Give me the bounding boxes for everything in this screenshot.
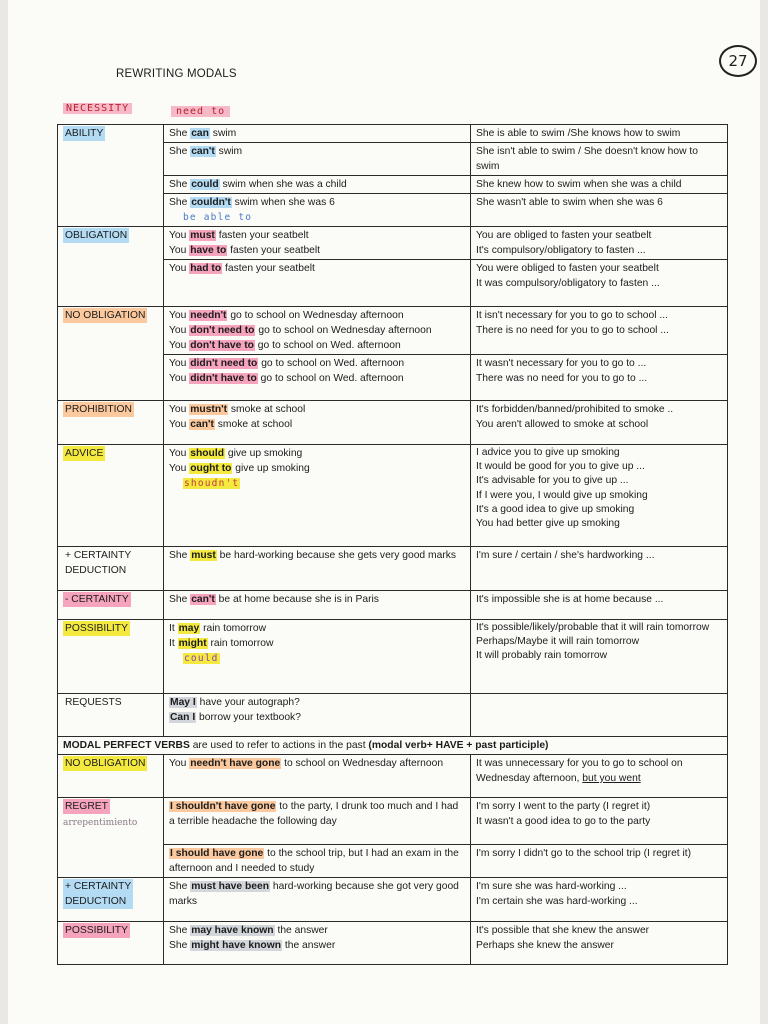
rewrite-cell: It's impossible she is at home because ...: [471, 591, 728, 620]
example-cell: [164, 401, 471, 445]
example-text: You should give up smoking You ought to give up smoking: [169, 448, 310, 474]
example-text: She may have known the answer She might have known the answer: [169, 925, 336, 951]
example-cell: [164, 143, 471, 176]
label-advice: ADVICE: [65, 448, 104, 459]
label-cell: [58, 445, 164, 547]
handwritten-need-to-note: need to: [171, 106, 230, 117]
label-cell: [58, 798, 164, 878]
example-text: She must be hard-working because she gets very good marks: [169, 550, 457, 561]
page-title: REWRITING MODALS: [116, 68, 237, 80]
rewrite-cell: It wasn't necessary for you to go to ... There was no need for you to go to ...: [471, 355, 728, 401]
rewrite-cell: I'm sorry I didn't go to the school trip (I regret it): [471, 845, 728, 878]
example-text: I shouldn't have gone to the party, I drunk too much and I had a terrible headache the following day: [169, 801, 459, 827]
modal-perfect-banner: [58, 737, 728, 755]
example-text: I should have gone to the school trip, but I had an exam in the afternoon and I needed to study: [169, 848, 459, 874]
example-text: She must have been hard-working because she got very good marks: [169, 881, 459, 907]
example-cell: [164, 355, 471, 401]
worksheet-page: [8, 0, 760, 1024]
rewrite-cell: I advice you to give up smoking It would be good for you to give up ... It's advisable for you to give up ... If I were you, I would give up smoking It's a good idea to give up smoking You had better give up smoking: [471, 445, 728, 547]
table-row: [58, 694, 728, 737]
example-cell: [164, 755, 471, 798]
label-possibility: POSSIBILITY: [65, 623, 128, 634]
example-text: She could swim when she was a child: [169, 179, 347, 190]
banner-text: are used to refer to actions in the past: [189, 740, 369, 751]
example-cell: [164, 125, 471, 143]
table-row: [58, 798, 728, 845]
rewrite-cell: It isn't necessary for you to go to school ... There is no need for you to go to school ...: [471, 307, 728, 355]
example-cell: [164, 878, 471, 922]
table-row: [58, 591, 728, 620]
table-row: [58, 547, 728, 591]
rewrite-text: It was unnecessary for you to go to school on Wednesday afternoon, but you went: [476, 758, 683, 784]
example-cell: [164, 798, 471, 845]
example-cell: [164, 307, 471, 355]
rewrite-cell: She isn't able to swim / She doesn't know how to swim: [471, 143, 728, 176]
label-cell: [58, 591, 164, 620]
example-cell: [164, 227, 471, 260]
rewrite-cell: She knew how to swim when she was a child: [471, 176, 728, 194]
table-row: [58, 878, 728, 922]
label-cell: [58, 547, 164, 591]
label-cell: [58, 922, 164, 965]
rewrite-cell: [471, 755, 728, 798]
label-perfect-plus-certainty: + CERTAINTY DEDUCTION: [65, 881, 132, 907]
banner-formula: (modal verb+ HAVE + past participle): [368, 740, 549, 751]
label-regret: REGRET: [65, 801, 108, 812]
example-text: You had to fasten your seatbelt: [169, 263, 315, 274]
label-perfect-no-obligation: NO OBLIGATION: [65, 758, 146, 769]
rewrite-cell: I'm sorry I went to the party (I regret it) It wasn't a good idea to go to the party: [471, 798, 728, 845]
handwritten-be-able-to: be able to: [183, 212, 253, 223]
example-text: You mustn't smoke at school You can't smoke at school: [169, 404, 306, 430]
rewrite-cell: I'm sure / certain / she's hardworking ...: [471, 547, 728, 591]
label-cell: [58, 227, 164, 307]
example-text: May I have your autograph? Can I borrow your textbook?: [170, 697, 301, 723]
table-row: [58, 755, 728, 798]
example-cell: [164, 620, 471, 694]
table-row: [58, 227, 728, 260]
page-number: 27: [719, 45, 757, 77]
example-cell: [164, 694, 471, 737]
example-text: She can't be at home because she is in Paris: [169, 594, 379, 605]
rewrite-cell: [471, 694, 728, 737]
label-obligation: OBLIGATION: [65, 230, 128, 241]
example-cell: [164, 845, 471, 878]
table-row: [58, 445, 728, 547]
label-cell: [58, 620, 164, 694]
label-minus-certainty: - CERTAINTY: [65, 594, 129, 605]
rewrite-cell: It's possible that she knew the answer Perhaps she knew the answer: [471, 922, 728, 965]
example-cell: [164, 922, 471, 965]
rewrite-cell: It's possible/likely/probable that it will rain tomorrow Perhaps/Maybe it will rain tomorrow It will probably rain tomorrow: [471, 620, 728, 694]
example-text: She couldn't swim when she was 6: [169, 197, 335, 208]
table-row: [58, 401, 728, 445]
table-row: [58, 922, 728, 965]
example-text: You didn't need to go to school on Wed. afternoon You didn't have to go to school on Wed. afternoon: [169, 358, 405, 384]
label-cell: [58, 755, 164, 798]
example-text: You must fasten your seatbelt You have to fasten your seatbelt: [169, 230, 321, 256]
handwritten-necessity-note: NECESSITY: [63, 103, 132, 114]
example-cell: [164, 260, 471, 307]
rewrite-cell: It's forbidden/banned/prohibited to smoke .. You aren't allowed to smoke at school: [471, 401, 728, 445]
example-cell: [164, 547, 471, 591]
label-perfect-possibility: POSSIBILITY: [65, 925, 128, 936]
example-text: She can swim: [169, 128, 237, 139]
label-cell: [58, 401, 164, 445]
label-cell: [58, 307, 164, 401]
rewrite-cell: You were obliged to fasten your seatbelt It was compulsory/obligatory to fasten ...: [471, 260, 728, 307]
label-cell: [58, 125, 164, 227]
banner-lead: MODAL PERFECT VERBS: [63, 740, 190, 751]
label-prohibition: PROHIBITION: [65, 404, 132, 415]
label-no-obligation: NO OBLIGATION: [65, 310, 146, 321]
rewrite-cell: She is able to swim /She knows how to swim: [471, 125, 728, 143]
example-cell: [164, 445, 471, 547]
handwritten-shouldnt: shoudn't: [184, 478, 240, 489]
table-row: [58, 737, 728, 755]
rewrite-cell: I'm sure she was hard-working ... I'm certain she was hard-working ...: [471, 878, 728, 922]
label-plus-certainty: + CERTAINTY DEDUCTION: [65, 550, 132, 576]
label-requests: REQUESTS: [65, 697, 122, 708]
label-cell: [58, 694, 164, 737]
handwritten-arrepentimiento: arrepentimiento: [63, 818, 138, 828]
example-cell: [164, 176, 471, 194]
rewrite-cell: You are obliged to fasten your seatbelt It's compulsory/obligatory to fasten ...: [471, 227, 728, 260]
example-text: You needn't go to school on Wednesday afternoon You don't need to go to school on Wednesday afternoon You don't have to go to school on Wed. afternoon: [169, 310, 432, 351]
example-cell: [164, 591, 471, 620]
label-ability: ABILITY: [65, 128, 104, 139]
table-row: [58, 620, 728, 694]
table-row: [58, 307, 728, 355]
example-text: She can't swim: [169, 146, 243, 157]
modals-table: [57, 124, 728, 965]
label-cell: [58, 878, 164, 922]
example-text: It may rain tomorrow It might rain tomorrow: [169, 623, 274, 649]
table-row: [58, 125, 728, 143]
handwritten-could: could: [184, 653, 219, 664]
example-cell: [164, 194, 471, 227]
rewrite-cell: She wasn't able to swim when she was 6: [471, 194, 728, 227]
example-text: You needn't have gone to school on Wednesday afternoon: [169, 758, 444, 769]
